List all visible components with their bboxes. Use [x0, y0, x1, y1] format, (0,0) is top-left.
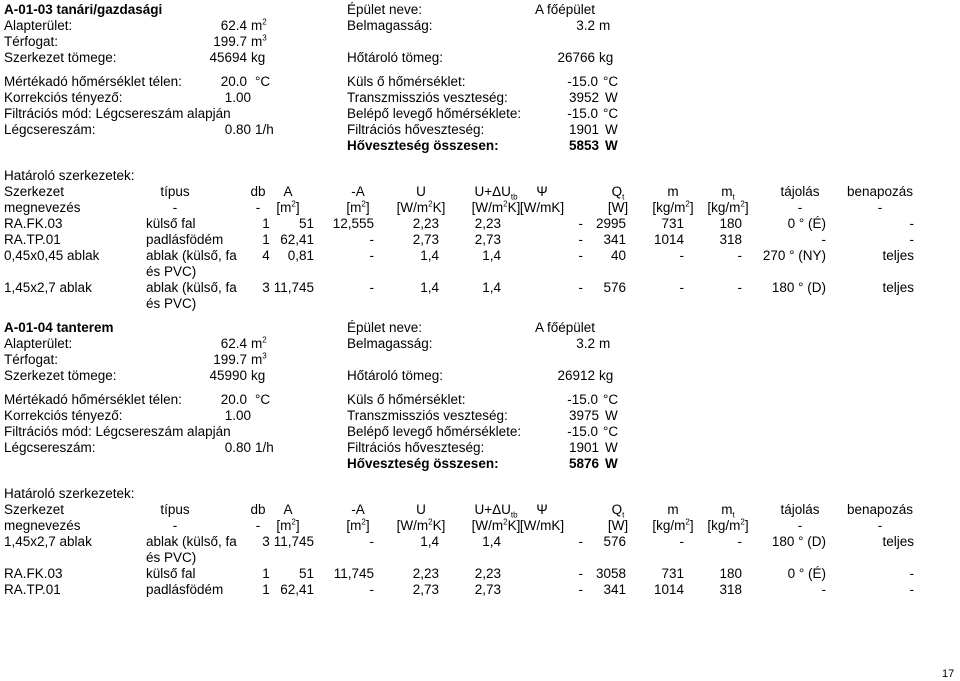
table-header-cell: Szerkezet: [4, 184, 65, 199]
table-cell: RA.TP.01: [4, 582, 61, 597]
table-cell: 2995: [595, 216, 626, 231]
table-cell: teljes: [882, 248, 914, 263]
table-header-cell: típus: [160, 502, 190, 517]
filtration-loss-unit: W: [605, 122, 618, 137]
table-cell: 1: [262, 566, 270, 581]
inlet-temp-unit: °C: [603, 424, 619, 439]
table-cell: -: [578, 566, 583, 581]
filtration-loss-label: Filtrációs hőveszteség:: [347, 440, 485, 455]
table-unit-cell: $[W/m^2K]$: [471, 199, 521, 215]
table-cell: 3: [262, 280, 270, 295]
table-cell: 180 ° (D): [771, 534, 826, 549]
outside-temp-value: -15.0: [567, 74, 598, 89]
outside-temp-value: -15.0: [567, 392, 598, 407]
table-cell: 731: [661, 566, 684, 581]
building-label: Épület neve:: [347, 320, 423, 335]
table-header-cell: m: [667, 502, 679, 517]
table-header-cell: -A: [351, 184, 365, 199]
table-unit-cell: $[kg/m^2]$: [652, 199, 694, 215]
heatmass-label: Hőtároló tömeg:: [347, 368, 444, 383]
air-change-label: Légcsereszám:: [4, 122, 96, 137]
building-label: Épület neve:: [347, 2, 423, 17]
table-unit-cell: [W]: [607, 518, 629, 533]
table-cell: 1,4: [420, 534, 439, 549]
table-header-cell: db: [250, 184, 266, 199]
page-number: 17: [942, 668, 955, 680]
outside-temp-label: Küls ő hőmérséklet:: [347, 392, 466, 407]
bounding-structures-label: Határoló szerkezetek:: [4, 486, 135, 501]
table-header-cell: Ψ: [536, 184, 548, 199]
table-cell: -: [369, 232, 374, 247]
inlet-temp-value: -15.0: [567, 106, 598, 121]
section-title: A-01-03 tanári/gazdasági: [4, 2, 163, 17]
mass-label: Szerkezet tömege:: [4, 50, 117, 65]
height-unit: m: [599, 336, 611, 351]
mass-value: 45694: [209, 50, 247, 65]
design-temp-unit: °C: [255, 392, 271, 407]
table-unit-cell: megnevezés: [4, 518, 81, 533]
total-loss-unit: W: [605, 456, 618, 471]
total-loss-value: 5853: [568, 138, 599, 153]
table-unit-cell: -: [877, 518, 883, 533]
table-unit-cell: [W/mK]: [519, 200, 565, 215]
table-cell: 1: [262, 582, 270, 597]
table-cell: 2,73: [474, 582, 501, 597]
heatmass-unit: kg: [599, 368, 614, 383]
table-cell: 1014: [653, 582, 684, 597]
area-value: 62.4: [220, 18, 247, 33]
transmission-unit: W: [605, 90, 618, 105]
table-unit-cell: [W/mK]: [519, 518, 565, 533]
table-unit-cell: $[m^2]$: [346, 517, 370, 533]
table-cell: teljes: [882, 280, 914, 295]
table-header-cell: tájolás: [780, 184, 820, 199]
table-header-cell: Ψ: [536, 502, 548, 517]
table-header-cell: $U+\Delta U_{tb}$: [474, 184, 518, 202]
table-cell: 180: [719, 566, 742, 581]
inlet-temp-label: Belépő levegő hőmérséklete:: [347, 106, 522, 121]
table-cell: 11,745: [333, 566, 374, 581]
table-cell: RA.FK.03: [4, 566, 63, 581]
table-unit-cell: -: [255, 518, 261, 533]
table-unit-cell: $[m^2]$: [276, 517, 300, 533]
table-cell: ablak (külső, fa: [146, 248, 237, 263]
table-cell: 51: [298, 216, 314, 231]
table-cell: és PVC): [146, 550, 197, 565]
area-value: 62.4: [220, 336, 247, 351]
table-unit-cell: $[W/m^2K]$: [396, 199, 446, 215]
table-header-cell: $m_t$: [721, 502, 735, 520]
table-cell: ablak (külső, fa: [146, 280, 237, 295]
volume-label: Térfogat:: [4, 352, 59, 367]
table-unit-cell: $[m^2]$: [276, 199, 300, 215]
correction-value: 1.00: [224, 90, 251, 105]
table-cell: külső fal: [146, 566, 196, 581]
table-unit-cell: $[kg/m^2]$: [707, 199, 749, 215]
table-cell: padlásfödém: [146, 582, 224, 597]
table-unit-cell: -: [255, 200, 261, 215]
inlet-temp-label: Belépő levegő hőmérséklete:: [347, 424, 522, 439]
table-cell: 0,81: [287, 248, 314, 263]
table-cell: padlásfödém: [146, 232, 224, 247]
table-cell: 62,41: [280, 582, 314, 597]
filtration-mode: Filtrációs mód: Légcsereszám alapján: [4, 106, 231, 121]
air-change-value: 0.80: [224, 122, 251, 137]
table-cell: -: [909, 232, 914, 247]
table-unit-cell: -: [797, 518, 803, 533]
table-cell: 51: [298, 566, 314, 581]
table-cell: -: [578, 280, 583, 295]
design-temp-label: Mértékadó hőmérséklet télen:: [4, 392, 182, 407]
table-unit-cell: -: [172, 518, 178, 533]
inlet-temp-unit: °C: [603, 106, 619, 121]
table-cell: 11,745: [273, 280, 314, 295]
table-cell: teljes: [882, 534, 914, 549]
volume-unit: $m^3$: [251, 33, 267, 49]
table-cell: 3: [262, 534, 270, 549]
table-unit-cell: [W]: [607, 200, 629, 215]
table-cell: -: [578, 534, 583, 549]
table-cell: 576: [603, 534, 626, 549]
design-temp-unit: °C: [255, 74, 271, 89]
filtration-loss-value: 1901: [568, 122, 599, 137]
air-change-unit: 1/h: [255, 122, 274, 137]
heatmass-label: Hőtároló tömeg:: [347, 50, 444, 65]
table-cell: -: [369, 582, 374, 597]
table-cell: 1,4: [482, 248, 501, 263]
total-loss-value: 5876: [568, 456, 599, 471]
height-value: 3.2: [576, 336, 595, 351]
filtration-loss-label: Filtrációs hőveszteség:: [347, 122, 485, 137]
table-cell: külső fal: [146, 216, 196, 231]
filtration-loss-unit: W: [605, 440, 618, 455]
total-loss-unit: W: [605, 138, 618, 153]
table-cell: 1,45x2,7 ablak: [4, 280, 92, 295]
table-header-cell: A: [283, 502, 293, 517]
table-cell: -: [578, 216, 583, 231]
table-cell: 1,4: [420, 280, 439, 295]
filtration-mode: Filtrációs mód: Légcsereszám alapján: [4, 424, 231, 439]
area-label: Alapterület:: [4, 18, 73, 33]
correction-label: Korrekciós tényező:: [4, 90, 123, 105]
table-unit-cell: -: [877, 200, 883, 215]
table-unit-cell: megnevezés: [4, 200, 81, 215]
air-change-value: 0.80: [224, 440, 251, 455]
table-cell: 318: [719, 582, 742, 597]
table-header-cell: -A: [351, 502, 365, 517]
table-header-cell: $U+\Delta U_{tb}$: [474, 502, 518, 520]
table-cell: -: [369, 280, 374, 295]
table-cell: ablak (külső, fa: [146, 534, 237, 549]
table-cell: -: [369, 534, 374, 549]
table-unit-cell: -: [172, 200, 178, 215]
building-value: A főépület: [535, 2, 596, 17]
table-cell: -: [737, 248, 742, 263]
table-cell: 4: [262, 248, 270, 263]
table-cell: 180 ° (D): [771, 280, 826, 295]
mass-unit: kg: [251, 368, 266, 383]
table-header-cell: benapozás: [846, 184, 914, 199]
table-cell: 11,745: [273, 534, 314, 549]
table-header-cell: típus: [160, 184, 190, 199]
table-cell: és PVC): [146, 264, 197, 279]
table-cell: 341: [603, 582, 626, 597]
table-cell: 2,23: [412, 216, 439, 231]
table-cell: 1: [262, 232, 270, 247]
table-cell: -: [821, 582, 826, 597]
table-unit-cell: $[kg/m^2]$: [707, 517, 749, 533]
height-label: Belmagasság:: [347, 336, 433, 351]
table-unit-cell: $[W/m^2K]$: [471, 517, 521, 533]
table-cell: 12,555: [332, 216, 374, 231]
filtration-loss-value: 1901: [568, 440, 599, 455]
table-cell: -: [679, 248, 684, 263]
table-header-cell: $m_t$: [721, 184, 735, 202]
volume-unit: $m^3$: [251, 351, 267, 367]
table-header-cell: $Q_t$: [611, 184, 625, 202]
heatmass-value: 26766: [557, 50, 595, 65]
table-header-cell: U: [416, 184, 426, 199]
table-cell: 1,4: [482, 534, 501, 549]
outside-temp-unit: °C: [603, 74, 619, 89]
table-header-cell: $Q_t$: [611, 502, 625, 520]
table-cell: RA.FK.03: [4, 216, 63, 231]
table-cell: 180: [719, 216, 742, 231]
table-cell: -: [737, 534, 742, 549]
table-cell: -: [578, 248, 583, 263]
transmission-unit: W: [605, 408, 618, 423]
table-header-cell: Szerkezet: [4, 502, 65, 517]
table-cell: 2,73: [412, 232, 439, 247]
mass-label: Szerkezet tömege:: [4, 368, 117, 383]
table-unit-cell: $[kg/m^2]$: [652, 517, 694, 533]
outside-temp-label: Küls ő hőmérséklet:: [347, 74, 466, 89]
table-cell: 2,23: [412, 566, 439, 581]
design-temp-value: 20.0: [220, 392, 247, 407]
table-cell: 2,73: [474, 232, 501, 247]
table-header-cell: A: [283, 184, 293, 199]
air-change-label: Légcsereszám:: [4, 440, 96, 455]
table-cell: 1,4: [482, 280, 501, 295]
table-header-cell: benapozás: [846, 502, 914, 517]
building-value: A főépület: [535, 320, 596, 335]
volume-value: 199.7: [213, 34, 247, 49]
table-cell: -: [909, 216, 914, 231]
area-unit: $m^2$: [251, 17, 267, 33]
table-unit-cell: $[m^2]$: [346, 199, 370, 215]
mass-unit: kg: [251, 50, 266, 65]
heatmass-value: 26912: [557, 368, 595, 383]
inlet-temp-value: -15.0: [567, 424, 598, 439]
area-unit: $m^2$: [251, 335, 267, 351]
correction-label: Korrekciós tényező:: [4, 408, 123, 423]
heatmass-unit: kg: [599, 50, 614, 65]
table-cell: -: [909, 566, 914, 581]
table-cell: 3058: [595, 566, 626, 581]
transmission-label: Transzmissziós veszteség:: [347, 408, 508, 423]
transmission-value: 3952: [568, 90, 599, 105]
total-loss-label: Hőveszteség összesen:: [347, 456, 499, 471]
table-cell: -: [679, 280, 684, 295]
transmission-label: Transzmissziós veszteség:: [347, 90, 508, 105]
bounding-structures-label: Határoló szerkezetek:: [4, 168, 135, 183]
air-change-unit: 1/h: [255, 440, 274, 455]
table-cell: 2,73: [412, 582, 439, 597]
table-header-cell: db: [250, 502, 266, 517]
table-cell: 731: [661, 216, 684, 231]
outside-temp-unit: °C: [603, 392, 619, 407]
table-cell: -: [821, 232, 826, 247]
table-cell: 2,23: [474, 216, 501, 231]
area-label: Alapterület:: [4, 336, 73, 351]
table-cell: 1: [262, 216, 270, 231]
table-cell: és PVC): [146, 296, 197, 311]
table-cell: 1,4: [420, 248, 439, 263]
table-header-cell: tájolás: [780, 502, 820, 517]
table-cell: 2,23: [474, 566, 501, 581]
table-header-cell: m: [667, 184, 679, 199]
table-cell: 40: [610, 248, 626, 263]
table-cell: 1014: [653, 232, 684, 247]
mass-value: 45990: [209, 368, 247, 383]
table-cell: -: [679, 534, 684, 549]
table-header-cell: U: [416, 502, 426, 517]
total-loss-label: Hőveszteség összesen:: [347, 138, 499, 153]
volume-value: 199.7: [213, 352, 247, 367]
transmission-value: 3975: [568, 408, 599, 423]
table-cell: -: [578, 582, 583, 597]
table-unit-cell: $[W/m^2K]$: [396, 517, 446, 533]
table-cell: -: [369, 248, 374, 263]
height-unit: m: [599, 18, 611, 33]
height-value: 3.2: [576, 18, 595, 33]
table-cell: -: [578, 232, 583, 247]
table-cell: RA.TP.01: [4, 232, 61, 247]
design-temp-value: 20.0: [220, 74, 247, 89]
table-cell: 0 ° (É): [787, 566, 826, 581]
table-cell: 318: [719, 232, 742, 247]
table-cell: 1,45x2,7 ablak: [4, 534, 92, 549]
table-cell: 576: [603, 280, 626, 295]
table-cell: -: [909, 582, 914, 597]
height-label: Belmagasság:: [347, 18, 433, 33]
table-cell: -: [737, 280, 742, 295]
table-cell: 0 ° (É): [787, 216, 826, 231]
correction-value: 1.00: [224, 408, 251, 423]
design-temp-label: Mértékadó hőmérséklet télen:: [4, 74, 182, 89]
table-cell: 270 ° (NY): [762, 248, 826, 263]
table-cell: 0,45x0,45 ablak: [4, 248, 100, 263]
table-unit-cell: -: [797, 200, 803, 215]
section-title: A-01-04 tanterem: [4, 320, 114, 335]
table-cell: 62,41: [280, 232, 314, 247]
volume-label: Térfogat:: [4, 34, 59, 49]
table-cell: 341: [603, 232, 626, 247]
